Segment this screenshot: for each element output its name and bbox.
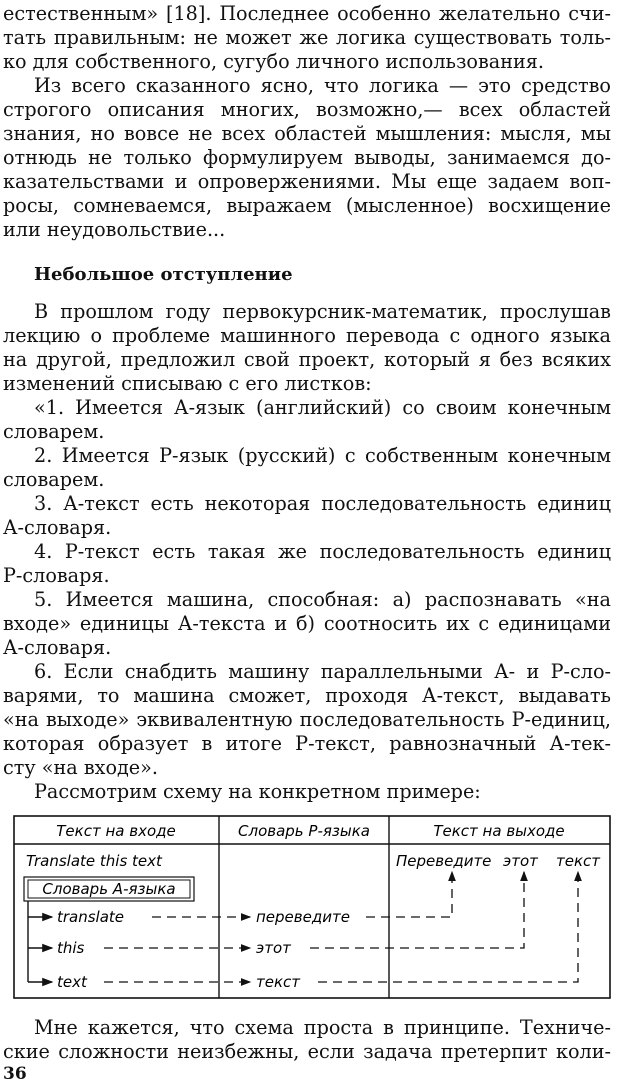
text-line: строгого описания многих, возможно,— всех областей	[3, 98, 611, 121]
text-line: Р-словаря.	[3, 564, 110, 587]
diagram-word-en: text	[57, 973, 87, 991]
text-line: Из всего сказанного ясно, что логика — это средство	[34, 74, 611, 97]
text-line: 6. Если снабдить машину параллельными А- и Р-сло-	[34, 660, 611, 683]
text-line: 3. А-текст есть некоторая последовательность единиц	[34, 492, 611, 515]
diagram-word-ru: этот	[256, 939, 291, 957]
text-line: или неудовольствие...	[3, 218, 226, 241]
diagram-word-en: translate	[57, 908, 125, 926]
text-line: на другой, предложил свой проект, который я без всяких	[3, 348, 611, 371]
diagram-output-word: Переведите	[396, 852, 492, 870]
text-line: тать правильным: не может же логика существовать толь-	[3, 26, 611, 49]
text-line: казательствами и опровержениями. Мы еще задаем воп-	[3, 170, 611, 193]
diagram-word-en: this	[57, 939, 85, 957]
diagram-output-word: этот	[503, 852, 538, 870]
text-line: «1. Имеется А-язык (английский) со своим конечным	[34, 396, 611, 419]
text-line: 2. Имеется Р-язык (русский) с собственным конечным	[34, 444, 611, 467]
text-line: варями, то машина сможет, проходя А-текст, выдавать	[3, 684, 611, 707]
text-line: изменений списываю с его листков:	[3, 372, 372, 395]
diagram-output-word: текст	[556, 852, 601, 870]
text-line: ские сложности неизбежны, если задача претерпит коли-	[3, 1040, 611, 1063]
text-line: знания, но вовсе не всех областей мышления: мысля, мы	[3, 122, 611, 145]
text-line: Мне кажется, что схема проста в принципе. Техниче-	[34, 1016, 611, 1039]
text-line: росы, сомневаемся, выражаем (мысленное) восхищение	[3, 194, 611, 217]
diagram-word-ru: переведите	[256, 908, 350, 926]
text-line: лекцию о проблеме машинного перевода с одного языка	[3, 324, 611, 347]
text-line: 5. Имеется машина, способная: а) распознавать «на	[34, 588, 611, 611]
text-line: ко для собственного, сугубо личного использования.	[3, 50, 544, 73]
text-line: которая образует в итоге Р-текст, равнозначный А-тек-	[3, 732, 611, 755]
diagram-header-input: Текст на входе	[56, 822, 176, 840]
text-line: сту «на входе».	[3, 756, 158, 779]
diagram-input-text: Translate this text	[26, 852, 162, 870]
diagram-word-ru: текст	[256, 973, 301, 991]
text-line: естественным» [18]. Последнее особенно желательно счи-	[3, 2, 611, 25]
text-line: входе» единицы А-текста и б) соотносить их с единицами	[3, 612, 611, 635]
text-line: А-словаря.	[3, 516, 112, 539]
text-line: «на выходе» эквивалентную последовательность Р-единиц,	[3, 708, 611, 731]
text-line: отнюдь не только формулируем выводы, занимаемся до-	[3, 146, 611, 169]
text-line: словарем.	[3, 420, 105, 443]
page-number: 36	[3, 1064, 27, 1084]
diagram-header-dictionary: Словарь Р-языка	[238, 822, 370, 840]
diagram-header-output: Текст на выходе	[433, 822, 565, 840]
diagram-dictionary-a: Словарь А-языка	[42, 880, 176, 898]
section-heading: Небольшое отступление	[34, 264, 293, 285]
text-line: Рассмотрим схему на конкретном примере:	[34, 780, 481, 803]
text-line: А-словаря.	[3, 636, 112, 659]
text-line: В прошлом году первокурсник-математик, прослушав	[34, 300, 611, 323]
text-line: 4. Р-текст есть такая же последовательность единиц	[34, 540, 611, 563]
text-line: словарем.	[3, 468, 105, 491]
